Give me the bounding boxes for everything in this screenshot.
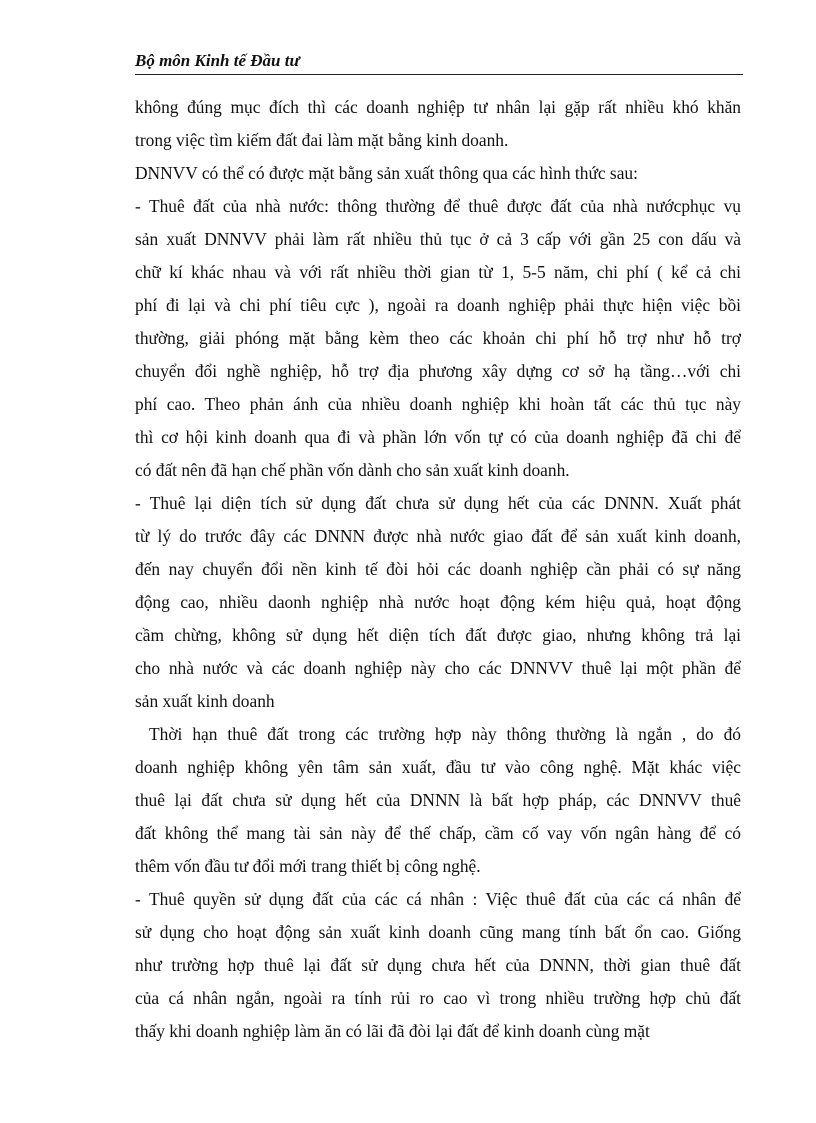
page-header — [135, 50, 743, 75]
text-line: - Thuê đất của nhà nước: thông thường để thuê được đất của nhà nướcphục vụ — [135, 196, 741, 216]
text-line: thêm vốn đầu tư đổi mới trang thiết bị công nghệ. — [135, 856, 481, 876]
text-line: có đất nên đã hạn chế phần vốn dành cho sản xuất kinh doanh. — [135, 460, 570, 480]
text-line: chuyển đổi nghề nghiệp, hỗ trợ địa phương xây dựng cơ sở hạ tầng…với chi — [135, 361, 741, 381]
body-text — [135, 91, 741, 1048]
text-line: sản xuất kinh doanh — [135, 691, 275, 711]
header-title: Bộ môn Kinh tế Đầu tư — [135, 51, 300, 70]
text-line: cầm chừng, không sử dụng hết diện tích đất được giao, nhưng không trả lại — [135, 625, 741, 645]
text-line: thuê lại đất chưa sử dụng hết của DNNN là bất hợp pháp, các DNNVV thuê — [135, 790, 741, 810]
text-line: thường, giải phóng mặt bằng kèm theo các khoản chi phí hỗ trợ như hỗ trợ — [135, 328, 741, 348]
text-line: đất không thể mang tài sản này để thế chấp, cầm cố vay vốn ngân hàng để có — [135, 823, 741, 843]
text-line: thấy khi doanh nghiệp làm ăn có lãi đã đòi lại đất để kinh doanh cùng mặt — [135, 1021, 650, 1041]
text-line: sản xuất DNNVV phải làm rất nhiều thủ tục ở cả 3 cấp với gần 25 con dấu và — [135, 229, 741, 249]
text-line: động cao, nhiều daonh nghiệp nhà nước hoạt động kém hiệu quả, hoạt động — [135, 592, 741, 612]
text-line: - Thuê quyền sử dụng đất của các cá nhân : Việc thuê đất của các cá nhân để — [135, 889, 741, 909]
text-line: doanh nghiệp không yên tâm sản xuất, đầu tư vào công nghệ. Mặt khác việc — [135, 757, 741, 777]
text-line: thì cơ hội kinh doanh qua đi và phần lớn vốn tự có của doanh nghiệp đã chi để — [135, 427, 741, 447]
text-line: không đúng mục đích thì các doanh nghiệp tư nhân lại gặp rất nhiều khó khăn — [135, 97, 741, 117]
text-line: của cá nhân ngắn, ngoài ra tính rủi ro cao vì trong nhiều trường hợp chủ đất — [135, 988, 741, 1008]
text-line: DNNVV có thể có được mặt bằng sản xuất thông qua các hình thức sau: — [135, 163, 638, 183]
text-line: từ lý do trước đây các DNNN được nhà nước giao đất để sản xuất kinh doanh, — [135, 526, 741, 546]
text-line: sử dụng cho hoạt động sản xuất kinh doanh cũng mang tính bất ổn cao. Giống — [135, 922, 741, 942]
text-line: cho nhà nước và các doanh nghiệp này cho các DNNVV thuê lại một phần để — [135, 658, 741, 678]
text-line: - Thuê lại diện tích sử dụng đất chưa sử dụng hết của các DNNN. Xuất phát — [135, 493, 741, 513]
text-line: đến nay chuyển đổi nền kinh tế đòi hỏi các doanh nghiệp cần phải có sự năng — [135, 559, 741, 579]
text-line: trong việc tìm kiếm đất đai làm mặt bằng kinh doanh. — [135, 130, 509, 150]
text-line: phí đi lại và chi phí tiêu cực ), ngoài ra doanh nghiệp phải thực hiện việc bồi — [135, 295, 741, 315]
text-line: chữ kí khác nhau và với rất nhiều thời gian từ 1, 5-5 năm, chi phí ( kể cả chi — [135, 262, 741, 282]
text-line: phí cao. Theo phản ánh của nhiều doanh nghiệp khi hoàn tất các thủ tục này — [135, 394, 741, 414]
text-line: như trường hợp thuê lại đất sử dụng chưa hết của DNNN, thời gian thuê đất — [135, 955, 741, 975]
text-line: Thời hạn thuê đất trong các trường hợp này thông thường là ngắn , do đó — [149, 724, 741, 744]
